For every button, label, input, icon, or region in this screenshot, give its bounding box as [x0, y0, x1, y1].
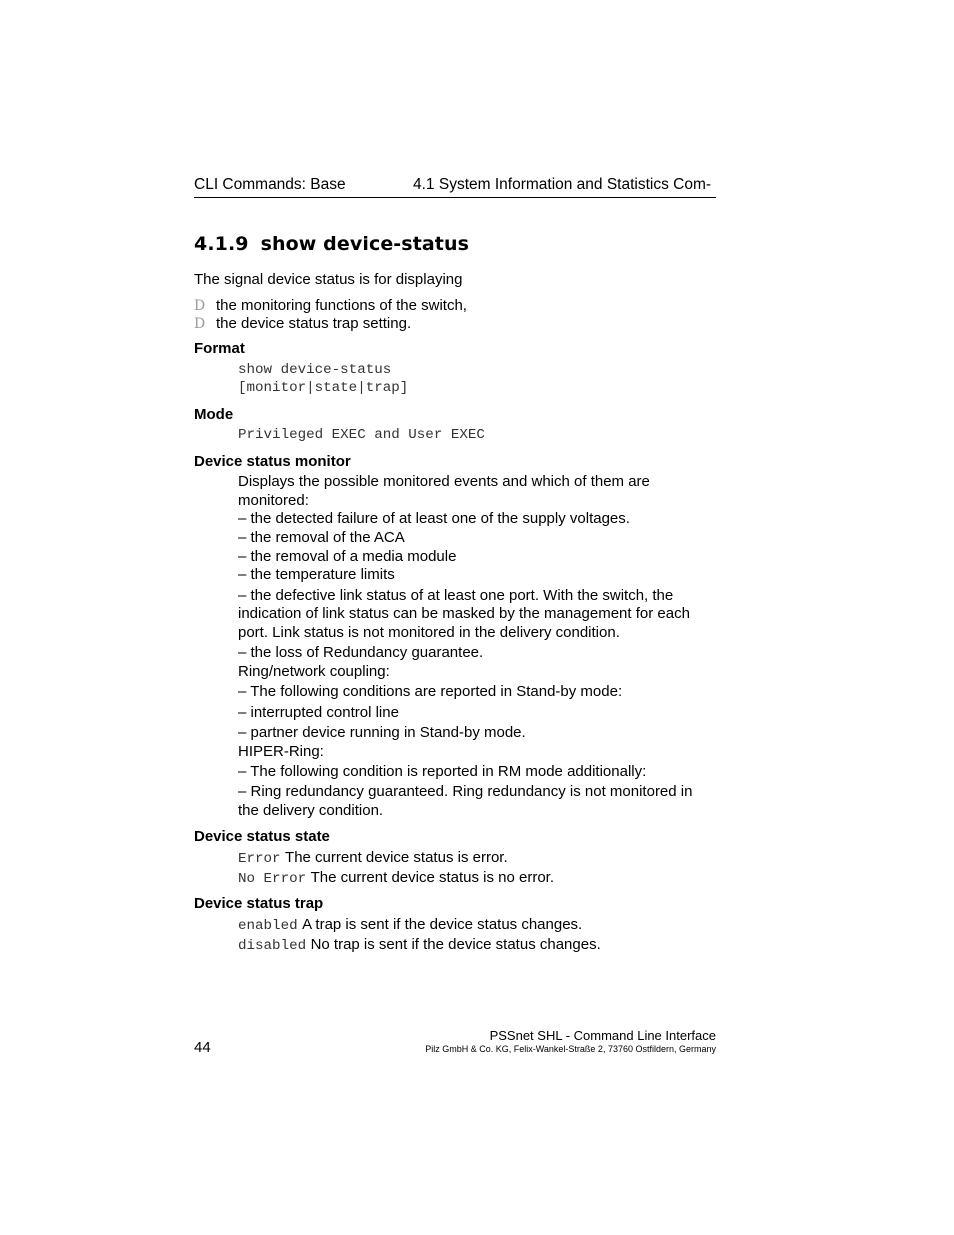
running-header-left: CLI Commands: Base — [194, 176, 346, 193]
trap-item — [238, 916, 582, 934]
page-number: 44 — [194, 1039, 211, 1056]
bullet-icon: D — [194, 298, 206, 314]
monitor-line: HIPER-Ring: — [238, 743, 324, 760]
monitor-line: – interrupted control line — [238, 704, 399, 721]
format-line: show device-status — [238, 362, 392, 378]
mode-heading: Mode — [194, 406, 234, 423]
section-title — [194, 233, 469, 255]
bullet-text: the monitoring functions of the switch, — [216, 297, 467, 314]
monitor-line: indication of link status can be masked by the management for each — [238, 605, 690, 622]
state-keyword: No Error — [238, 871, 307, 887]
monitor-line: Displays the possible monitored events and which of them are — [238, 473, 650, 490]
monitor-line: – the detected failure of at least one of the supply voltages. — [238, 510, 630, 527]
section-title-text: show device-status — [260, 233, 470, 255]
monitor-line: – The following condition is reported in RM mode additionally: — [238, 763, 647, 780]
trap-description: No trap is sent if the device status changes. — [310, 936, 601, 953]
intro-text: The signal device status is for displaying — [194, 271, 463, 288]
state-keyword: Error — [238, 851, 281, 867]
bullet-text: the device status trap setting. — [216, 315, 412, 332]
trap-keyword: enabled — [238, 918, 298, 934]
monitor-line: the delivery condition. — [238, 802, 384, 819]
header-rule — [194, 197, 716, 198]
format-line: [monitor|state|trap] — [238, 380, 409, 396]
running-header-right: 4.1 System Information and Statistics Com- — [413, 176, 712, 193]
state-item — [238, 849, 508, 867]
monitor-line: port. Link status is not monitored in the delivery condition. — [238, 624, 620, 641]
trap-heading: Device status trap — [194, 895, 324, 912]
section-number: 4.1.9 — [194, 233, 249, 255]
state-description: The current device status is error. — [285, 849, 508, 866]
footer-address: Pilz GmbH & Co. KG, Felix-Wankel-Straße 2, 73760 Ostfildern, Germany — [425, 1044, 716, 1054]
monitor-heading: Device status monitor — [194, 453, 351, 470]
bullet-icon: D — [194, 316, 206, 332]
format-heading: Format — [194, 340, 245, 357]
mode-value: Privileged EXEC and User EXEC — [238, 427, 485, 443]
monitor-line: – the removal of the ACA — [238, 529, 405, 546]
state-item — [238, 869, 554, 887]
monitor-line: – the defective link status of at least one port. With the switch, the — [238, 587, 674, 604]
trap-item — [238, 936, 601, 954]
monitor-line: – Ring redundancy guaranteed. Ring redundancy is not monitored in — [238, 783, 693, 800]
bullet-item — [194, 315, 205, 333]
monitor-line: – the removal of a media module — [238, 548, 457, 565]
state-description: The current device status is no error. — [310, 869, 555, 886]
footer-doc-title: PSSnet SHL - Command Line Interface — [489, 1028, 716, 1043]
monitor-line: monitored: — [238, 492, 309, 509]
monitor-line: – the temperature limits — [238, 566, 395, 583]
monitor-line: Ring/network coupling: — [238, 663, 390, 680]
bullet-item — [194, 297, 205, 315]
monitor-line: – the loss of Redundancy guarantee. — [238, 644, 484, 661]
monitor-line: – partner device running in Stand-by mode. — [238, 724, 526, 741]
state-heading: Device status state — [194, 828, 330, 845]
monitor-line: – The following conditions are reported in Stand-by mode: — [238, 683, 623, 700]
trap-keyword: disabled — [238, 938, 307, 954]
trap-description: A trap is sent if the device status changes. — [302, 916, 583, 933]
